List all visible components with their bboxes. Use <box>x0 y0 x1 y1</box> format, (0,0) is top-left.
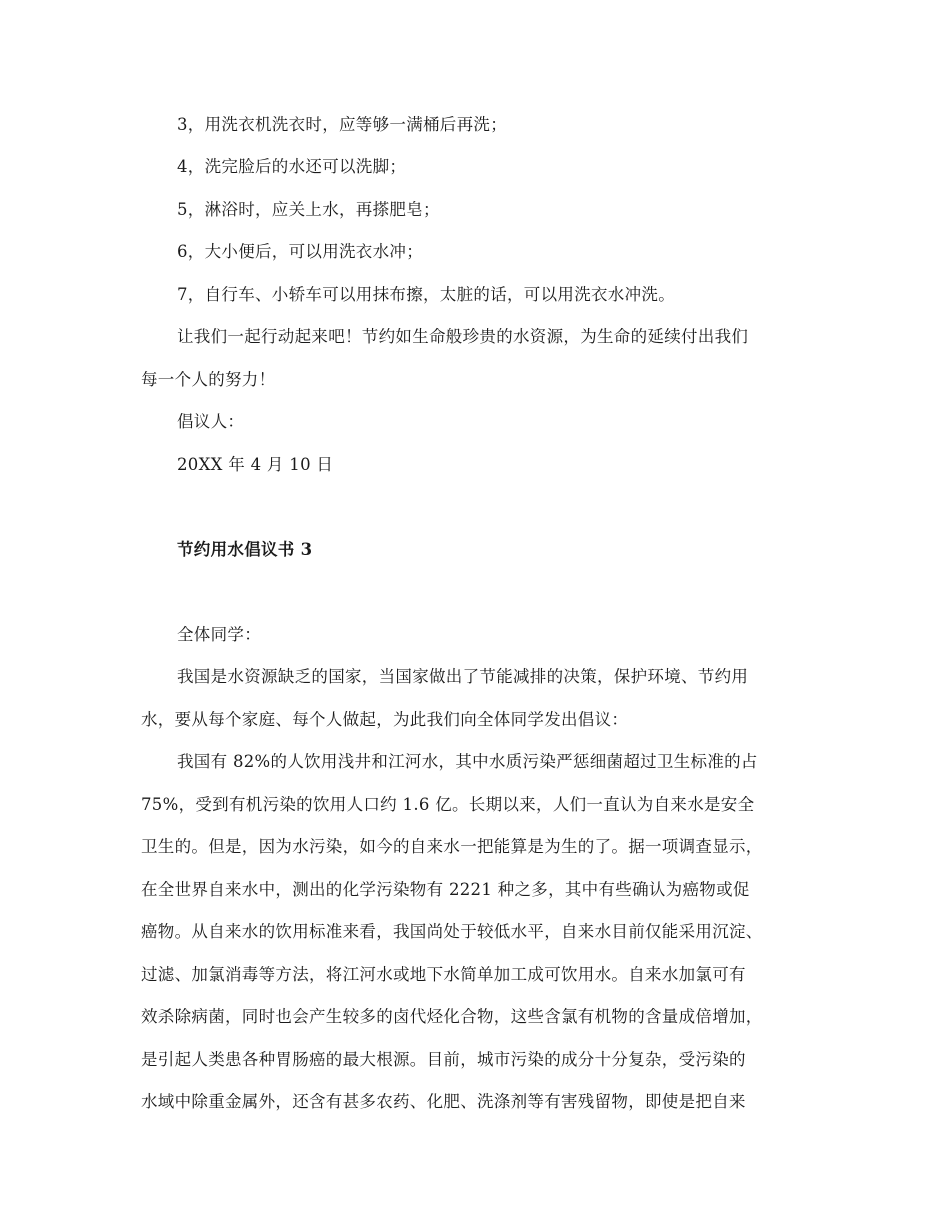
paragraph-line: 效杀除病菌，同时也会产生较多的卤代烃化合物，这些含氯有机物的含量成倍增加， <box>141 1007 763 1026</box>
paragraph-line: 过滤、加氯消毒等方法，将江河水或地下水简单加工成可饮用水。自来水加氯可有 <box>141 965 746 984</box>
paragraph-line: 卫生的。但是，因为水污染，如今的自来水一把能算是为生的了。据一项调查显示， <box>141 837 763 856</box>
paragraph-line: 水域中除重金属外，还含有甚多农药、化肥、洗涤剂等有害残留物，即使是把自来 <box>141 1092 746 1111</box>
paragraph-line: 是引起人类患各种胃肠癌的最大根源。目前，城市污染的成分十分复杂，受污染的 <box>141 1050 746 1069</box>
list-item: 4，洗完脸后的水还可以洗脚； <box>177 157 407 176</box>
list-item: 5，淋浴时，应关上水，再搽肥皂； <box>177 200 440 219</box>
paragraph-line: 我国是水资源缺乏的国家，当国家做出了节能减排的决策，保护环境、节约用 <box>177 667 749 686</box>
section-title: 节约用水倡议书 3 <box>177 540 313 559</box>
paragraph-line: 75%，受到有机污染的饮用人口约 1.6 亿。长期以来，人们一直认为自来水是安全 <box>141 795 755 814</box>
date-line: 20XX 年 4 月 10 日 <box>177 455 334 474</box>
paragraph-line: 水，要从每个家庭、每个人做起，为此我们向全体同学发出倡议： <box>141 710 629 729</box>
salutation: 全体同学： <box>177 625 261 644</box>
closing-paragraph-line: 每一个人的努力！ <box>141 370 276 389</box>
paragraph-line: 在全世界自来水中，测出的化学污染物有 2221 种之多，其中有些确认为癌物或促 <box>141 880 750 899</box>
list-item: 3，用洗衣机洗衣时，应等够一满桶后再洗； <box>177 115 507 134</box>
list-item: 6，大小便后，可以用洗衣水冲； <box>177 242 423 261</box>
list-item: 7，自行车、小轿车可以用抹布擦，太脏的话，可以用洗衣水冲洗。 <box>177 285 675 304</box>
paragraph-line: 癌物。从自来水的饮用标准来看，我国尚处于较低水平，自来水目前仅能采用沉淀、 <box>141 922 763 941</box>
proposer-label: 倡议人： <box>177 412 245 431</box>
paragraph-line: 我国有 82%的人饮用浅井和江河水，其中水质污染严惩细菌超过卫生标准的占 <box>177 752 758 771</box>
closing-paragraph-line: 让我们一起行动起来吧！节约如生命般珍贵的水资源，为生命的延续付出我们 <box>177 327 749 346</box>
